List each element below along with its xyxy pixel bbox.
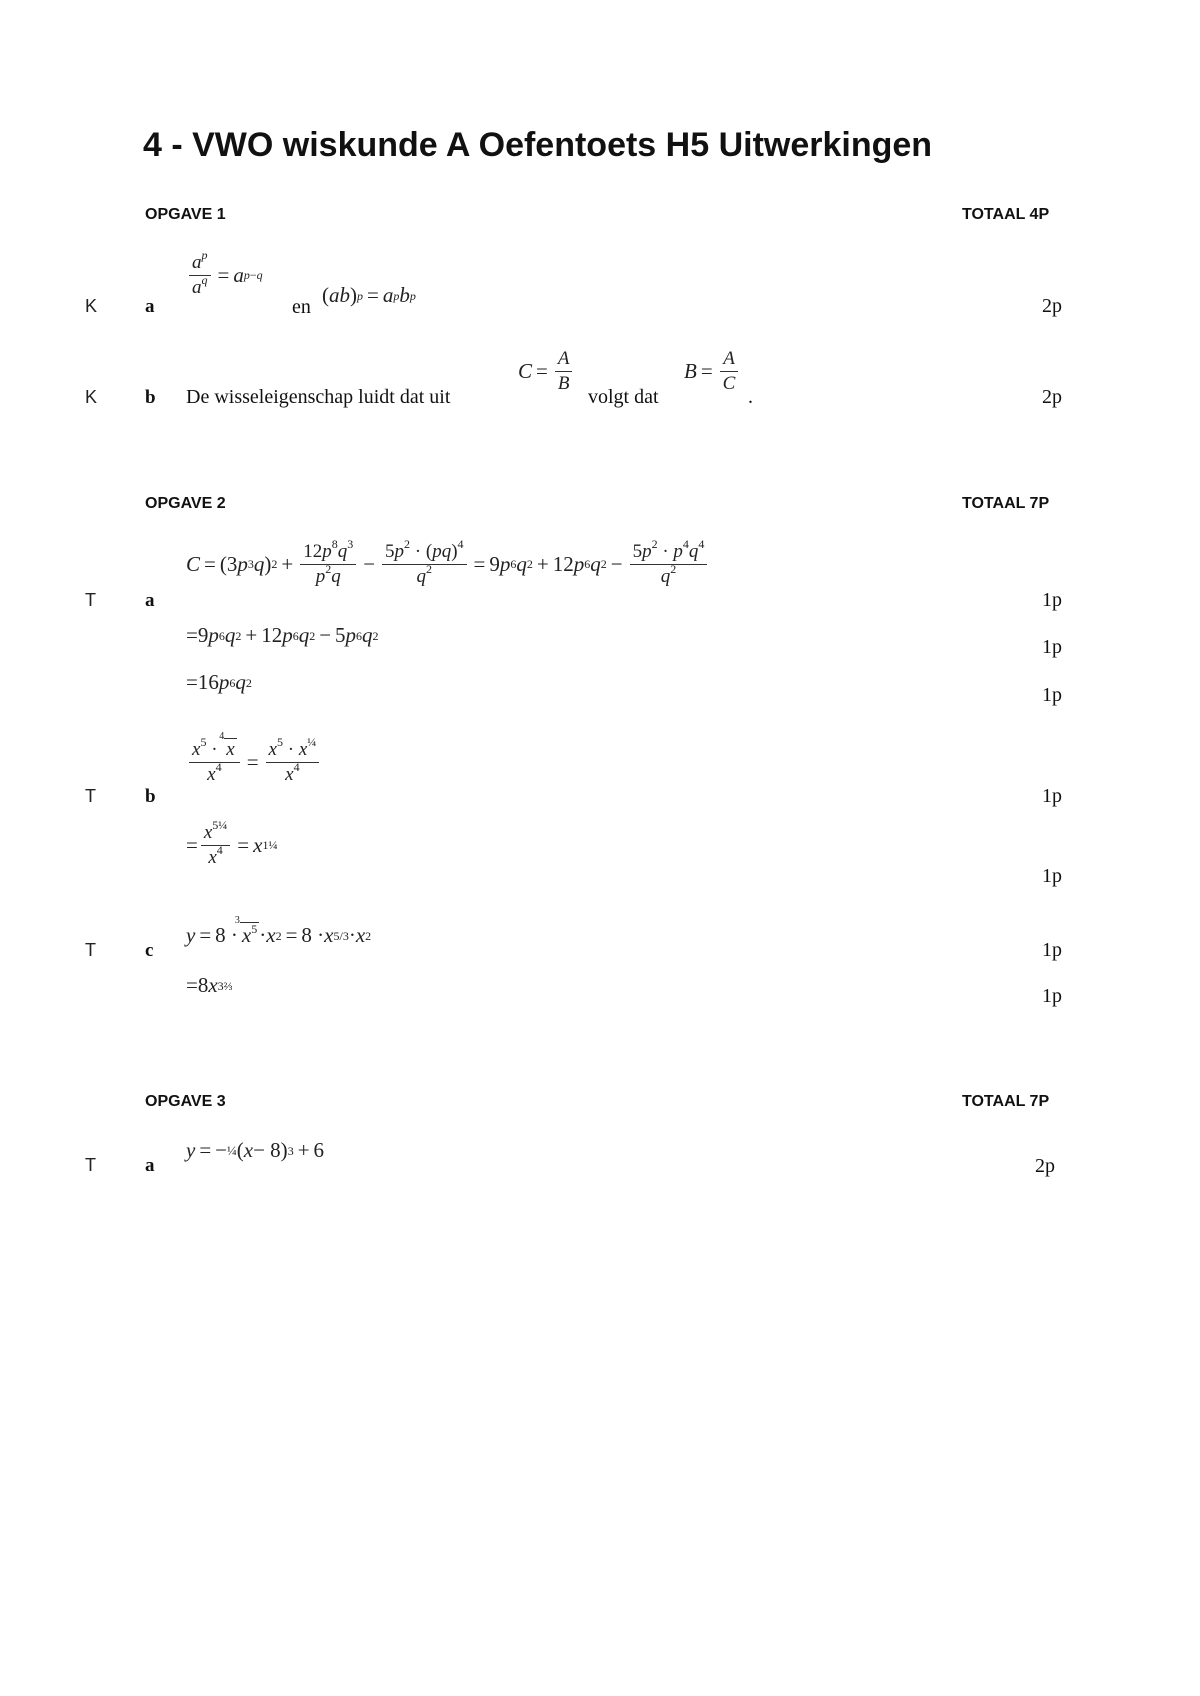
formula-c-equals: C = $\frac{A}{B}$ [518, 348, 575, 395]
page-title: 4 - VWO wiskunde A Oefentoets H5 Uitwerkingen [143, 126, 933, 164]
question-letter: c [145, 940, 154, 961]
points: 1p [1042, 684, 1062, 706]
points: 1p [1042, 985, 1062, 1007]
formula-c-step-2: =8 x 3⅔ [186, 973, 233, 997]
points: 1p [1042, 636, 1062, 658]
formula-b-step-1: $x^5$ · 4 x $x^4$ = $\frac{x^5 \cdot x^{\frac{1}{4}}}{x^4}$ [186, 739, 322, 786]
question-type-label: T [85, 1155, 96, 1175]
points: 2p [1035, 1155, 1055, 1177]
opgave-1-totaal: TOTAAL 4P [962, 206, 1050, 223]
formula-step-3: =16 p 6 q 2 [186, 670, 252, 694]
points: 1p [1042, 939, 1062, 961]
opgave-2-totaal: TOTAAL 7P [962, 495, 1050, 512]
question-type-label: T [85, 940, 96, 960]
points: 2p [1042, 386, 1062, 408]
formula-step-2: =9 p 6 q 2 + 12 p 6 q 2 − 5 p 6 q 2 [186, 623, 379, 647]
question-letter: a [145, 1155, 155, 1176]
formula-3a: y = − ¼ ( x − 8) 3 + 6 [186, 1138, 325, 1162]
points: 1p [1042, 865, 1062, 887]
answer-text: . [748, 386, 753, 408]
question-letter: a [145, 296, 155, 317]
opgave-3-totaal: TOTAAL 7P [962, 1093, 1050, 1110]
question-letter: b [145, 786, 156, 807]
question-type-label: K [85, 387, 98, 407]
formula-product-power: ( ab ) p = a p b p [322, 283, 416, 307]
formula-power-rules: $\frac{a^p}{a^q}$ = a p−q [186, 252, 263, 299]
formula-b-equals: B = $\frac{A}{C}$ [684, 348, 741, 395]
question-letter: b [145, 387, 156, 408]
answer-text: De wisseleigenschap luidt dat uit [186, 386, 451, 408]
opgave-1-header: OPGAVE 1 [145, 206, 226, 223]
formula-c-step-1: y = 8 · 3 $x^5$ · x 2 = 8 · x 5/3 · x 2 [186, 915, 372, 947]
points: 1p [1042, 785, 1062, 807]
opgave-3-header: OPGAVE 3 [145, 1093, 226, 1110]
points: 1p [1042, 589, 1062, 611]
opgave-2-header: OPGAVE 2 [145, 495, 226, 512]
question-type-label: K [85, 296, 98, 316]
answer-text: volgt dat [588, 386, 659, 408]
connector-text: en [292, 296, 311, 318]
formula-b-step-2: = $\frac{x^{5\frac{1}{4}}}{x^4}$ = x 1¼ [186, 818, 278, 868]
question-type-label: T [85, 786, 96, 806]
formula-step-1: C = (3 p 3 q ) 2 + $\frac{12p^8q^3}{p^2q}$ − $\frac{5p^2 \cdot (pq)^4}{q^2}$ = 9 p 6 q 2 + 12 p 6 q 2 − $\frac{5p^2 \cdot p^4q^4}{q^2}$ [186, 541, 710, 588]
points: 2p [1042, 295, 1062, 317]
question-type-label: T [85, 590, 96, 610]
question-letter: a [145, 590, 155, 611]
